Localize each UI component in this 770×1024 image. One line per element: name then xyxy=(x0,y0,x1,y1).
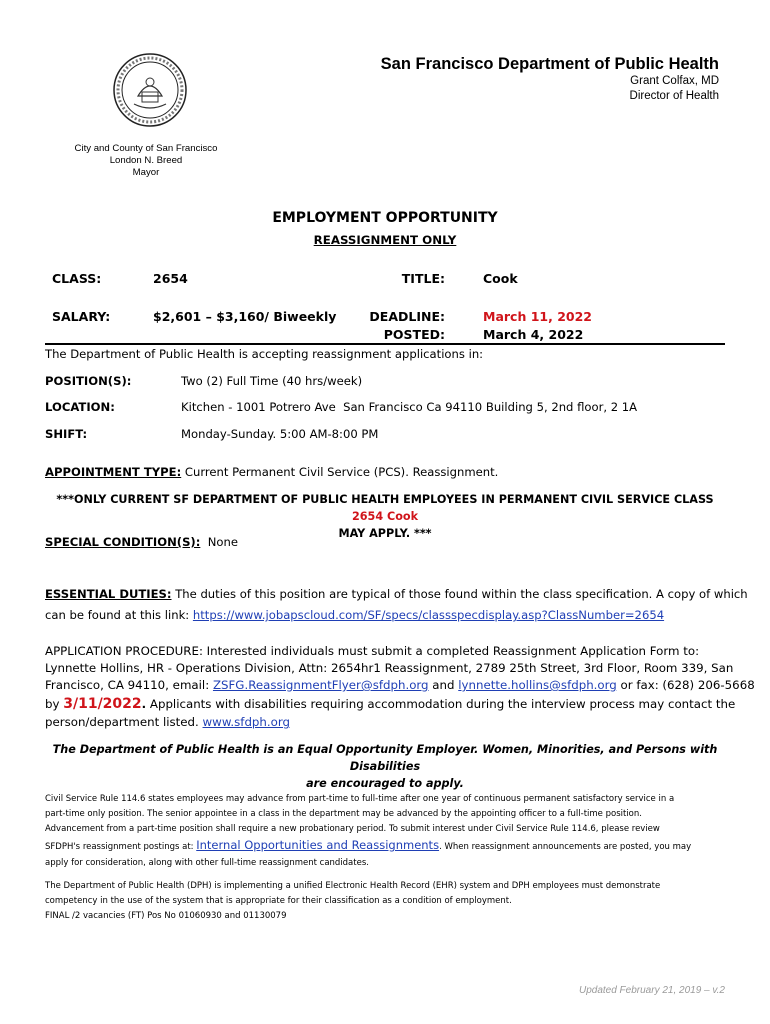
eoe-line1: The Department of Public Health is an Equal Opportunity Employer. Women, Minorities, and Persons with Disabilities xyxy=(52,743,718,773)
ehr-line2: competency in the use of the system that is appropriate for their classification as a condition of employment. xyxy=(45,896,512,906)
shift-label: SHIFT: xyxy=(45,427,88,441)
intro-text: The Department of Public Health is accepting reassignment applications in: xyxy=(45,347,484,361)
appointment-label: APPOINTMENT TYPE: xyxy=(45,465,182,479)
website-link[interactable]: www.sfdph.org xyxy=(202,715,290,729)
eligibility-suffix: MAY APPLY. *** xyxy=(338,527,432,540)
deadline-label: DEADLINE: xyxy=(369,309,445,324)
eoe-statement xyxy=(30,741,740,792)
application-fax: or fax: (628) 206-5668 xyxy=(616,678,755,692)
duties-block xyxy=(45,584,748,626)
rule-line2: part-time only position. The senior appointee in a class in the department may be advanced by the appointing officer to a full-time position. xyxy=(45,809,642,819)
page-subtitle: REASSIGNMENT ONLY xyxy=(313,233,457,247)
ehr-line3: FINAL /2 vacancies (FT) Pos No 01060930 and 01130079 xyxy=(45,911,287,921)
special-value: None xyxy=(200,535,238,549)
appointment-line xyxy=(45,465,498,479)
eoe-line2: are encouraged to apply. xyxy=(306,777,464,790)
ehr-notice xyxy=(45,879,745,924)
position-label: POSITION(S): xyxy=(45,374,132,388)
director-title: Director of Health xyxy=(629,90,719,102)
class-value: 2654 xyxy=(153,271,188,286)
rule-line1: Civil Service Rule 114.6 states employees may advance from part-time to full-time after one year of continuous permanent satisfactory service in a xyxy=(45,794,675,804)
class-label: CLASS: xyxy=(52,271,102,286)
city-block xyxy=(62,143,230,179)
email-link-hollins[interactable]: lynnette.hollins@sfdph.org xyxy=(458,678,617,692)
mayor-name: London N. Breed xyxy=(109,155,183,166)
duties-line2: can be found at this link: xyxy=(45,608,193,622)
city-name: City and County of San Francisco xyxy=(74,143,218,154)
application-by: by xyxy=(45,697,64,711)
application-line5: person/department listed. xyxy=(45,715,203,729)
appointment-text: Current Permanent Civil Service (PCS). Reassignment. xyxy=(181,465,499,479)
class-spec-link[interactable]: https://www.jobapscloud.com/SF/specs/classspecdisplay.asp?ClassNumber=2654 xyxy=(192,608,665,622)
salary-label: SALARY: xyxy=(52,309,111,324)
duties-text: The duties of this position are typical of those found within the class specification. A copy of which xyxy=(171,587,748,601)
application-line4: Applicants with disabilities requiring accommodation during the interview process may contact the xyxy=(146,697,736,711)
eligibility-prefix: ***ONLY CURRENT SF DEPARTMENT OF PUBLIC HEALTH EMPLOYEES IN PERMANENT CIVIL SERVICE CLASS xyxy=(56,493,714,506)
ehr-line1: The Department of Public Health (DPH) is implementing a unified Electronic Health Record (EHR) system and DPH employees must demonstrate xyxy=(45,881,661,891)
eligibility-class: 2654 Cook xyxy=(351,510,419,523)
posted-value: March 4, 2022 xyxy=(483,327,584,342)
application-line1: APPLICATION PROCEDURE: Interested individuals must submit a completed Reassignment Application Form to: xyxy=(45,644,700,658)
rule-line4b: . When reassignment announcements are posted, you may xyxy=(439,842,692,852)
rule-line4a: SFDPH's reassignment postings at: xyxy=(45,842,197,852)
deadline-value: March 11, 2022 xyxy=(483,309,592,324)
shift-value: Monday-Sunday. 5:00 AM-8:00 PM xyxy=(181,427,379,441)
special-line xyxy=(45,535,238,549)
application-deadline: 3/11/2022 xyxy=(63,696,142,712)
rule-line3: Advancement from a part-time position shall require a new probationary period. To submit interest under Civil Service Rule 114.6, please review xyxy=(45,824,660,834)
director-name: Grant Colfax, MD xyxy=(630,75,719,87)
application-and: and xyxy=(428,678,459,692)
city-seal-logo xyxy=(112,52,188,128)
application-line3a: Francisco, CA 94110, email: xyxy=(45,678,213,692)
rule-line5: apply for consideration, along with other full-time reassignment candidates. xyxy=(45,858,369,868)
posted-label: POSTED: xyxy=(383,327,445,342)
divider xyxy=(45,343,725,345)
special-label: SPECIAL CONDITION(S): xyxy=(45,535,201,549)
duties-label: ESSENTIAL DUTIES: xyxy=(45,587,172,601)
salary-value: $2,601 – $3,160/ Biweekly xyxy=(153,309,337,324)
title-value: Cook xyxy=(483,271,518,286)
internal-opportunities-link[interactable]: Internal Opportunities and Reassignments xyxy=(196,838,440,852)
page-title: EMPLOYMENT OPPORTUNITY xyxy=(272,210,498,226)
email-link-flyer[interactable]: ZSFG.ReassignmentFlyer@sfdph.org xyxy=(212,678,429,692)
mayor-title: Mayor xyxy=(132,167,160,178)
location-value: Kitchen - 1001 Potrero Ave San Francisco Ca 94110 Building 5, 2nd floor, 2 1A xyxy=(181,400,638,414)
position-value: Two (2) Full Time (40 hrs/week) xyxy=(181,374,363,388)
department-name: San Francisco Department of Public Health xyxy=(380,55,719,73)
application-dot: . xyxy=(141,697,147,711)
application-block xyxy=(45,643,755,731)
footer-updated: Updated February 21, 2019 – v.2 xyxy=(578,985,725,996)
title-label: TITLE: xyxy=(401,271,445,286)
application-line2: Lynnette Hollins, HR - Operations Division, Attn: 2654hr1 Reassignment, 2789 25th Street, 3rd Floor, Room 339, San xyxy=(45,661,734,675)
civil-service-rule xyxy=(45,792,745,871)
location-label: LOCATION: xyxy=(45,400,115,414)
